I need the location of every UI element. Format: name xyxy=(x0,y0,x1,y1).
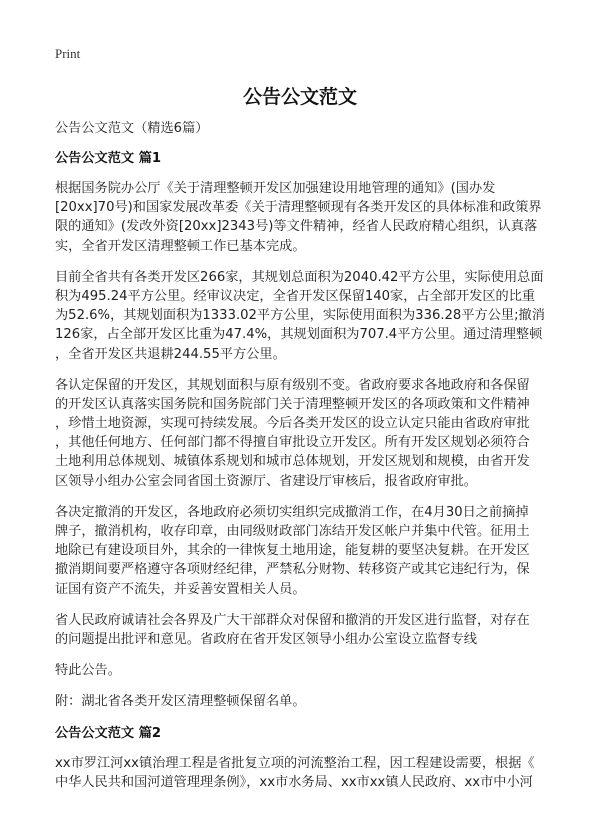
section-1-body xyxy=(55,179,555,712)
paragraph-line: 土地利用总体规划、城镇体系规划和城市总体规划，开发区规划和规模，由省开发 xyxy=(55,454,530,470)
paragraph-line: 各认定保留的开发区，其规划面积与原有级别不变。省政府要求各地政府和各保留 xyxy=(55,377,530,393)
paragraph-line: 目前全省共有各类开发区266家，其规划总面积为2040.42平方公里，实际使用总面 xyxy=(55,269,544,285)
paragraph xyxy=(55,268,555,364)
paragraph-line: 撤消期间要严格遵守各项财经纪律，严禁私分财物、转移资产或其它违纪行为，保 xyxy=(55,562,530,578)
paragraph-line: 各决定撤消的开发区，各地政府必须切实组织完成撤消工作，在4月30日之前摘掉 xyxy=(55,504,529,520)
paragraph xyxy=(55,179,555,256)
paragraph-line: xx市罗江河xx镇治理工程是省批复立项的河流整治工程，因工程建设需要，根据《 xyxy=(55,755,535,771)
paragraph-line: 为52.6%，其规划面积为1333.02平方公里，实际使用面积为336.28平方公里;撤消 xyxy=(55,308,545,324)
paragraph-line: 的开发区认真落实国务院和国务院部门关于清理整顿开发区的各项政策和文件精神 xyxy=(55,396,530,412)
paragraph-line: 实，全省开发区清理整顿工作已基本完成。 xyxy=(55,238,306,254)
paragraph-line: 限的通知》(发改外资[20xx]2343号)等文件精神，经省人民政府精心组织，认真落 xyxy=(55,219,538,235)
document-body xyxy=(55,119,555,804)
section-heading-1: 公告公文范文 篇1 xyxy=(55,151,162,166)
paragraph xyxy=(55,376,555,491)
paragraph-line: 中华人民共和国河道管理理条例》，xx市水务局、xx市xx镇人民政府、xx市中小河 xyxy=(55,774,533,790)
paragraph-line: 的问题提出批评和意见。省政府在省开发区领导小组办公室设立监督专线 xyxy=(55,631,477,647)
paragraph-line: ，珍惜土地资源，实现可持续发展。今后各类开发区的设立认定只能由省政府审批 xyxy=(55,416,530,432)
paragraph-line: 积为495.24平方公里。经审议决定，全省开发区保留140家，占全部开发区的比重 xyxy=(55,288,536,304)
paragraph-line: 区领导小组办公室会同省国土资源厅、省建设厅审核后，报省政府审批。 xyxy=(55,473,477,489)
paragraph xyxy=(55,754,555,792)
section-2-body xyxy=(55,754,555,792)
paragraph xyxy=(55,661,555,680)
document-subtitle: 公告公文范文（精选6篇） xyxy=(55,121,209,136)
paragraph-line: 牌子，撤消机构，收存印章，由同级财政部门冻结开发区帐户并集中代管。征用土 xyxy=(55,524,530,539)
paragraph-line: 地除已有建设项目外，其余的一律恢复土地用途，能复耕的要坚决复耕。在开发区 xyxy=(55,543,530,559)
paragraph-line: 省人民政府诚请社会各界及广大干部群众对保留和撤消的开发区进行监督，对存在 xyxy=(55,612,530,628)
paragraph xyxy=(55,692,555,711)
paragraph-line: 特此公告。 xyxy=(55,663,121,679)
page-title: 公告公文范文 xyxy=(242,86,357,108)
section-heading-2: 公告公文范文 篇2 xyxy=(55,725,162,741)
paragraph xyxy=(55,503,555,599)
paragraph-line: ，其他任何地方、任何部门都不得擅自审批设立开发区。所有开发区规划必须符合 xyxy=(55,435,530,451)
paragraph-line: [20xx]70号)和国家发展改革委《关于清理整顿现有各类开发区的具体标准和政策界 xyxy=(55,200,542,216)
paragraph-line: 证国有资产不流失，并妥善安置相关人员。 xyxy=(55,581,306,597)
paragraph xyxy=(55,611,555,649)
paragraph-line: ，全省开发区共退耕244.55平方公里。 xyxy=(55,346,286,362)
print-link[interactable]: Print xyxy=(55,46,81,61)
paragraph-line: 126家，占全部开发区比重为47.4%，其规划面积为707.4平方公里。通过清理整顿 xyxy=(55,327,543,343)
paragraph-line: 附：湖北省各类开发区清理整顿保留名单。 xyxy=(55,694,306,710)
paragraph-line: 根据国务院办公厅《关于清理整顿开发区加强建设用地管理的通知》(国办发 xyxy=(55,181,496,196)
